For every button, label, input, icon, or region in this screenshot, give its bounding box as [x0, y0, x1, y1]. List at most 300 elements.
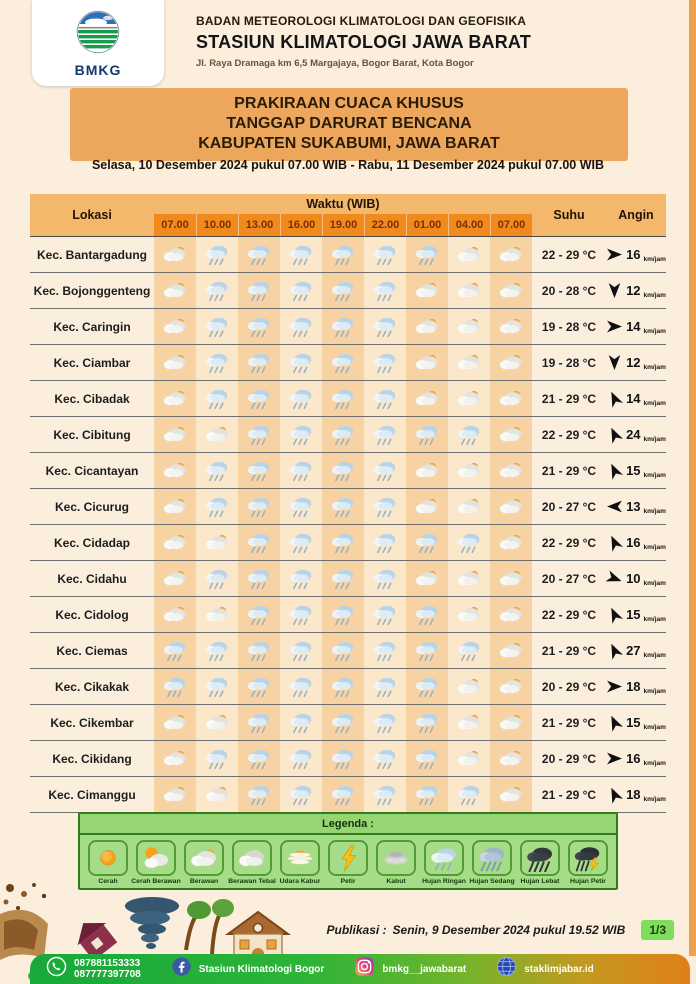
berawan-legend-icon	[184, 840, 224, 876]
wind-direction-icon	[606, 643, 623, 658]
hujan-ringan-weather-icon	[238, 417, 280, 452]
legend-label: Cerah	[98, 878, 118, 885]
hujan-ringan-weather-icon	[406, 705, 448, 740]
hujan-ringan-weather-icon	[280, 489, 322, 524]
berawan-weather-icon	[154, 453, 196, 488]
location-name: Kec. Cibitung	[53, 427, 131, 442]
hujan-ringan-weather-icon	[448, 633, 490, 668]
petir-legend-icon	[328, 840, 368, 876]
hujan-ringan-weather-icon	[238, 633, 280, 668]
hujan-ringan-weather-icon	[448, 417, 490, 452]
hujan-ringan-weather-icon	[322, 273, 364, 308]
table-row	[30, 417, 666, 453]
berawan-weather-icon	[154, 345, 196, 380]
berawan-weather-icon	[490, 237, 532, 272]
wind-speed: 15	[626, 715, 641, 730]
legend-label: Berawan	[189, 878, 219, 885]
berawan-weather-icon	[406, 381, 448, 416]
wind-direction-icon	[606, 679, 623, 694]
wind-unit: km/jam	[643, 616, 666, 623]
hujan-ringan-weather-icon	[238, 705, 280, 740]
wind-unit: km/jam	[643, 400, 666, 407]
location-name: Kec. Bantargadung	[36, 247, 147, 262]
berawan-weather-icon	[490, 417, 532, 452]
hujan-ringan-weather-icon	[322, 705, 364, 740]
hujan-ringan-weather-icon	[280, 777, 322, 812]
hujan-ringan-weather-icon	[280, 633, 322, 668]
hujan-ringan-weather-icon	[364, 237, 406, 272]
hujan-ringan-weather-icon	[364, 417, 406, 452]
berawan-weather-icon	[448, 381, 490, 416]
table-row	[30, 345, 666, 381]
berawan-weather-icon	[196, 705, 238, 740]
legend-label: Cerah Berawan	[131, 878, 181, 885]
temperature-range: 22 - 29 °C	[541, 427, 597, 442]
contact-text: 087777397708	[74, 969, 141, 980]
wind-speed: 27	[626, 643, 641, 658]
wind-unit: km/jam	[643, 796, 666, 803]
wind-unit: km/jam	[643, 652, 666, 659]
time-column-header: 22.00	[364, 214, 406, 236]
table-header	[30, 194, 666, 236]
wind-speed: 12	[626, 283, 641, 298]
wind-cell	[606, 489, 666, 524]
hujan-ringan-weather-icon	[448, 777, 490, 812]
hujan-ringan-weather-icon	[322, 669, 364, 704]
hujan-ringan-weather-icon	[322, 525, 364, 560]
bmkg-logo-card	[32, 0, 164, 86]
wind-direction-icon	[606, 499, 623, 514]
column-header-angin: Angin	[606, 194, 666, 236]
berawan-weather-icon	[406, 561, 448, 596]
temperature-range: 21 - 29 °C	[541, 463, 597, 478]
hujan-ringan-weather-icon	[196, 561, 238, 596]
hujan-ringan-weather-icon	[196, 273, 238, 308]
contact-text: 087881153333	[74, 958, 141, 969]
berawan-weather-icon	[196, 417, 238, 452]
wind-cell	[606, 561, 666, 596]
organization-header	[196, 14, 531, 69]
berawan-weather-icon	[154, 309, 196, 344]
cerah-legend-icon	[88, 840, 128, 876]
title-line-2: TANGGAP DARURAT BENCANA	[226, 115, 472, 132]
hujan-ringan-weather-icon	[364, 633, 406, 668]
hujan-ringan-weather-icon	[280, 417, 322, 452]
legend-item	[278, 840, 322, 885]
contact-bar	[30, 954, 690, 984]
hujan-ringan-weather-icon	[280, 237, 322, 272]
hujan-ringan-weather-icon	[364, 525, 406, 560]
hujan-ringan-weather-icon	[322, 633, 364, 668]
hujan-ringan-weather-icon	[280, 597, 322, 632]
wind-unit: km/jam	[643, 544, 666, 551]
hujan-ringan-weather-icon	[280, 705, 322, 740]
hujan-ringan-weather-icon	[322, 237, 364, 272]
temperature-range: 21 - 29 °C	[541, 787, 597, 802]
wind-direction-icon	[606, 787, 623, 802]
wind-direction-icon	[606, 751, 623, 766]
berawan-weather-icon	[490, 741, 532, 776]
wind-cell	[606, 597, 666, 632]
contact-item	[46, 956, 141, 982]
hujan-ringan-weather-icon	[196, 669, 238, 704]
wind-direction-icon	[606, 571, 623, 586]
wind-cell	[606, 741, 666, 776]
instagram-icon	[354, 956, 375, 982]
wind-speed: 18	[626, 679, 641, 694]
legend-item	[422, 840, 466, 885]
berawan-weather-icon	[154, 417, 196, 452]
berawan-weather-icon	[154, 705, 196, 740]
table-row	[30, 561, 666, 597]
org-name: BADAN METEOROLOGI KLIMATOLOGI DAN GEOFISIKA	[196, 14, 527, 28]
berawan-weather-icon	[490, 453, 532, 488]
hujan-ringan-weather-icon	[364, 381, 406, 416]
berawan-weather-icon	[154, 525, 196, 560]
location-name: Kec. Cikembar	[50, 715, 134, 730]
wind-direction-icon	[606, 319, 623, 334]
hujan-ringan-weather-icon	[322, 489, 364, 524]
temperature-range: 21 - 29 °C	[541, 391, 597, 406]
location-name: Kec. Ciemas	[56, 643, 128, 658]
berawan-weather-icon	[448, 273, 490, 308]
hujan-ringan-weather-icon	[196, 237, 238, 272]
berawan-weather-icon	[448, 741, 490, 776]
title-line-1: PRAKIRAAN CUACA KHUSUS	[234, 95, 464, 112]
hujan-sedang-legend-icon	[472, 840, 512, 876]
hujan-ringan-weather-icon	[322, 309, 364, 344]
hujan-ringan-weather-icon	[322, 417, 364, 452]
hujan-petir-legend-icon	[568, 840, 608, 876]
hujan-ringan-legend-icon	[424, 840, 464, 876]
wind-unit: km/jam	[643, 724, 666, 731]
legend-title: Legenda :	[80, 814, 616, 835]
hujan-ringan-weather-icon	[238, 741, 280, 776]
berawan-weather-icon	[490, 381, 532, 416]
contact-item	[171, 956, 325, 982]
table-row	[30, 705, 666, 741]
wind-unit: km/jam	[643, 760, 666, 767]
berawan-weather-icon	[490, 345, 532, 380]
hujan-ringan-weather-icon	[364, 669, 406, 704]
table-row	[30, 777, 666, 813]
hujan-ringan-weather-icon	[280, 525, 322, 560]
wind-cell	[606, 669, 666, 704]
table-row	[30, 597, 666, 633]
hujan-ringan-weather-icon	[364, 561, 406, 596]
location-name: Kec. Bojonggenteng	[33, 283, 151, 298]
wind-speed: 16	[626, 535, 641, 550]
hujan-ringan-weather-icon	[196, 381, 238, 416]
time-column-header: 07.00	[161, 219, 189, 231]
hujan-ringan-weather-icon	[406, 417, 448, 452]
wind-unit: km/jam	[643, 364, 666, 371]
wind-cell	[606, 705, 666, 740]
legend-label: Berawan Tebal	[228, 878, 276, 885]
hujan-lebat-legend-icon	[520, 840, 560, 876]
berawan-weather-icon	[154, 237, 196, 272]
whatsapp-icon	[46, 956, 67, 982]
berawan-weather-icon	[448, 669, 490, 704]
wind-speed: 10	[626, 571, 641, 586]
temperature-range: 20 - 29 °C	[541, 679, 597, 694]
table-row	[30, 669, 666, 705]
temperature-range: 22 - 29 °C	[541, 247, 597, 262]
station-name: STASIUN KLIMATOLOGI JAWA BARAT	[196, 32, 531, 52]
wind-direction-icon	[606, 463, 623, 478]
location-name: Kec. Cidadap	[53, 535, 131, 550]
berawan-weather-icon	[154, 273, 196, 308]
hujan-ringan-weather-icon	[364, 273, 406, 308]
wind-unit: km/jam	[643, 580, 666, 587]
berawan-weather-icon	[490, 597, 532, 632]
temperature-range: 20 - 27 °C	[541, 571, 597, 586]
hujan-ringan-weather-icon	[406, 777, 448, 812]
globe-icon	[496, 956, 517, 982]
wind-cell	[606, 309, 666, 344]
hujan-ringan-weather-icon	[406, 237, 448, 272]
hujan-ringan-weather-icon	[322, 777, 364, 812]
hujan-ringan-weather-icon	[238, 489, 280, 524]
wind-cell	[606, 453, 666, 488]
table-row	[30, 633, 666, 669]
wind-cell	[606, 273, 666, 308]
hujan-ringan-weather-icon	[238, 309, 280, 344]
publication-value: Senin, 9 Desember 2024 pukul 19.52 WIB	[392, 923, 626, 937]
wind-speed: 16	[626, 247, 641, 262]
wind-speed: 18	[626, 787, 641, 802]
legend-label: Petir	[340, 878, 356, 885]
wind-speed: 14	[626, 391, 641, 406]
udara-kabur-legend-icon	[280, 840, 320, 876]
location-name: Kec. Cimanggu	[48, 787, 136, 802]
hujan-ringan-weather-icon	[364, 489, 406, 524]
bmkg-logo-icon	[75, 9, 121, 60]
hujan-ringan-weather-icon	[406, 597, 448, 632]
hujan-ringan-weather-icon	[364, 453, 406, 488]
hujan-ringan-weather-icon	[154, 669, 196, 704]
berawan-weather-icon	[196, 597, 238, 632]
legend-box	[78, 812, 618, 890]
wind-cell	[606, 381, 666, 416]
temperature-range: 20 - 28 °C	[541, 283, 597, 298]
berawan-weather-icon	[490, 561, 532, 596]
column-header-lokasi: Lokasi	[30, 194, 154, 236]
wind-unit: km/jam	[643, 472, 666, 479]
berawan-weather-icon	[490, 777, 532, 812]
location-name: Kec. Caringin	[53, 319, 131, 334]
page-edge-decoration	[689, 0, 696, 956]
hujan-ringan-weather-icon	[448, 525, 490, 560]
legend-item	[470, 840, 514, 885]
legend-item	[230, 840, 274, 885]
berawan-weather-icon	[490, 705, 532, 740]
legend-label: Udara Kabur	[279, 878, 321, 885]
hujan-ringan-weather-icon	[406, 633, 448, 668]
contact-item	[354, 956, 466, 982]
publication-row	[327, 920, 674, 940]
legend-item	[131, 840, 181, 885]
berawan-weather-icon	[196, 525, 238, 560]
location-name: Kec. Cidahu	[57, 571, 127, 586]
hujan-ringan-weather-icon	[322, 597, 364, 632]
hujan-ringan-weather-icon	[280, 273, 322, 308]
temperature-range: 21 - 29 °C	[541, 643, 597, 658]
wind-unit: km/jam	[643, 292, 666, 299]
wind-cell	[606, 777, 666, 812]
wind-speed: 15	[626, 607, 641, 622]
hujan-ringan-weather-icon	[406, 525, 448, 560]
hujan-ringan-weather-icon	[280, 561, 322, 596]
page-indicator-badge: 1/3	[641, 920, 674, 940]
contact-text: staklimjabar.id	[524, 963, 594, 975]
berawan-weather-icon	[154, 741, 196, 776]
kabut-legend-icon	[376, 840, 416, 876]
hujan-ringan-weather-icon	[322, 741, 364, 776]
berawan-weather-icon	[448, 453, 490, 488]
berawan-weather-icon	[490, 309, 532, 344]
legend-item	[374, 840, 418, 885]
wind-unit: km/jam	[643, 688, 666, 695]
legend-item	[518, 840, 562, 885]
hujan-ringan-weather-icon	[238, 777, 280, 812]
hujan-ringan-weather-icon	[280, 309, 322, 344]
legend-label: Hujan Petir	[570, 878, 606, 885]
hujan-ringan-weather-icon	[322, 345, 364, 380]
temperature-range: 22 - 29 °C	[541, 535, 597, 550]
contact-text: Stasiun Klimatologi Bogor	[198, 963, 325, 975]
temperature-range: 20 - 29 °C	[541, 751, 597, 766]
location-name: Kec. Cikidang	[52, 751, 132, 766]
berawan-weather-icon	[154, 561, 196, 596]
hujan-ringan-weather-icon	[280, 741, 322, 776]
wind-direction-icon	[606, 355, 623, 370]
table-body	[30, 236, 666, 813]
legend-item	[566, 840, 610, 885]
hujan-ringan-weather-icon	[238, 597, 280, 632]
hujan-ringan-weather-icon	[280, 453, 322, 488]
hujan-ringan-weather-icon	[238, 669, 280, 704]
wind-direction-icon	[606, 247, 623, 262]
location-name: Kec. Cidolog	[55, 607, 129, 622]
wind-direction-icon	[606, 535, 623, 550]
legend-item	[326, 840, 370, 885]
time-column-header: 13.00	[238, 214, 280, 236]
hujan-ringan-weather-icon	[154, 633, 196, 668]
legend-label: Kabut	[386, 878, 406, 885]
berawan-weather-icon	[448, 705, 490, 740]
column-group-waktu	[154, 194, 532, 236]
berawan-weather-icon	[490, 525, 532, 560]
time-column-header: 01.00	[406, 214, 448, 236]
facebook-icon	[171, 956, 192, 982]
berawan-weather-icon	[406, 489, 448, 524]
hujan-ringan-weather-icon	[322, 381, 364, 416]
wind-cell	[606, 417, 666, 452]
wind-speed: 12	[626, 355, 641, 370]
wind-cell	[606, 525, 666, 560]
hujan-ringan-weather-icon	[196, 345, 238, 380]
berawan-weather-icon	[406, 345, 448, 380]
berawan-weather-icon	[448, 237, 490, 272]
wind-direction-icon	[606, 715, 623, 730]
wind-speed: 16	[626, 751, 641, 766]
bmkg-logo-text: BMKG	[74, 61, 122, 78]
legend-label: Hujan Lebat	[520, 878, 560, 885]
berawan-weather-icon	[154, 777, 196, 812]
berawan-weather-icon	[154, 489, 196, 524]
wind-speed: 24	[626, 427, 641, 442]
berawan-weather-icon	[490, 633, 532, 668]
hujan-ringan-weather-icon	[196, 633, 238, 668]
hujan-ringan-weather-icon	[322, 561, 364, 596]
station-address: Jl. Raya Dramaga km 6,5 Margajaya, Bogor Barat, Kota Bogor	[196, 58, 474, 69]
table-row	[30, 237, 666, 273]
table-row	[30, 309, 666, 345]
title-line-3: KABUPATEN SUKABUMI, JAWA BARAT	[198, 135, 500, 152]
legend-label: Hujan Ringan	[422, 878, 466, 885]
column-header-waktu: Waktu (WIB)	[154, 194, 532, 214]
time-column-header: 19.00	[322, 214, 364, 236]
hujan-ringan-weather-icon	[364, 777, 406, 812]
table-row	[30, 525, 666, 561]
berawan-weather-icon	[448, 489, 490, 524]
time-column-header: 16.00	[280, 214, 322, 236]
hujan-ringan-weather-icon	[280, 669, 322, 704]
location-name: Kec. Cibadak	[54, 391, 130, 406]
hujan-ringan-weather-icon	[364, 705, 406, 740]
berawan-weather-icon	[406, 273, 448, 308]
table-row	[30, 381, 666, 417]
legend-label: Hujan Sedang	[469, 878, 515, 885]
location-name: Kec. Cicurug	[54, 499, 129, 514]
location-name: Kec. Cicantayan	[45, 463, 139, 478]
hujan-ringan-weather-icon	[196, 741, 238, 776]
wind-direction-icon	[606, 283, 623, 298]
table-row	[30, 453, 666, 489]
hujan-ringan-weather-icon	[238, 525, 280, 560]
berawan-weather-icon	[154, 597, 196, 632]
berawan-weather-icon	[490, 489, 532, 524]
hujan-ringan-weather-icon	[238, 453, 280, 488]
berawan-weather-icon	[448, 561, 490, 596]
hujan-ringan-weather-icon	[322, 453, 364, 488]
hujan-ringan-weather-icon	[196, 489, 238, 524]
temperature-range: 21 - 29 °C	[541, 715, 597, 730]
wind-cell	[606, 237, 666, 272]
hujan-ringan-weather-icon	[238, 273, 280, 308]
forecast-table	[30, 194, 666, 813]
wind-direction-icon	[606, 607, 623, 622]
column-header-suhu: Suhu	[532, 194, 606, 236]
publication-label: Publikasi :	[326, 923, 387, 937]
publication-text	[327, 923, 626, 937]
temperature-range: 20 - 27 °C	[541, 499, 597, 514]
location-name: Kec. Ciambar	[53, 355, 131, 370]
hujan-ringan-weather-icon	[406, 669, 448, 704]
forecast-period: Selasa, 10 Desember 2024 pukul 07.00 WIB - Rabu, 11 Desember 2024 pukul 07.00 WIB	[91, 158, 605, 172]
wind-cell	[606, 345, 666, 380]
berawan-weather-icon	[490, 273, 532, 308]
berawan-weather-icon	[490, 669, 532, 704]
bulletin-title	[70, 88, 628, 161]
wind-unit: km/jam	[643, 256, 666, 263]
legend-item	[86, 840, 130, 885]
hujan-ringan-weather-icon	[364, 345, 406, 380]
hujan-ringan-weather-icon	[196, 453, 238, 488]
wind-speed: 15	[626, 463, 641, 478]
table-row	[30, 273, 666, 309]
